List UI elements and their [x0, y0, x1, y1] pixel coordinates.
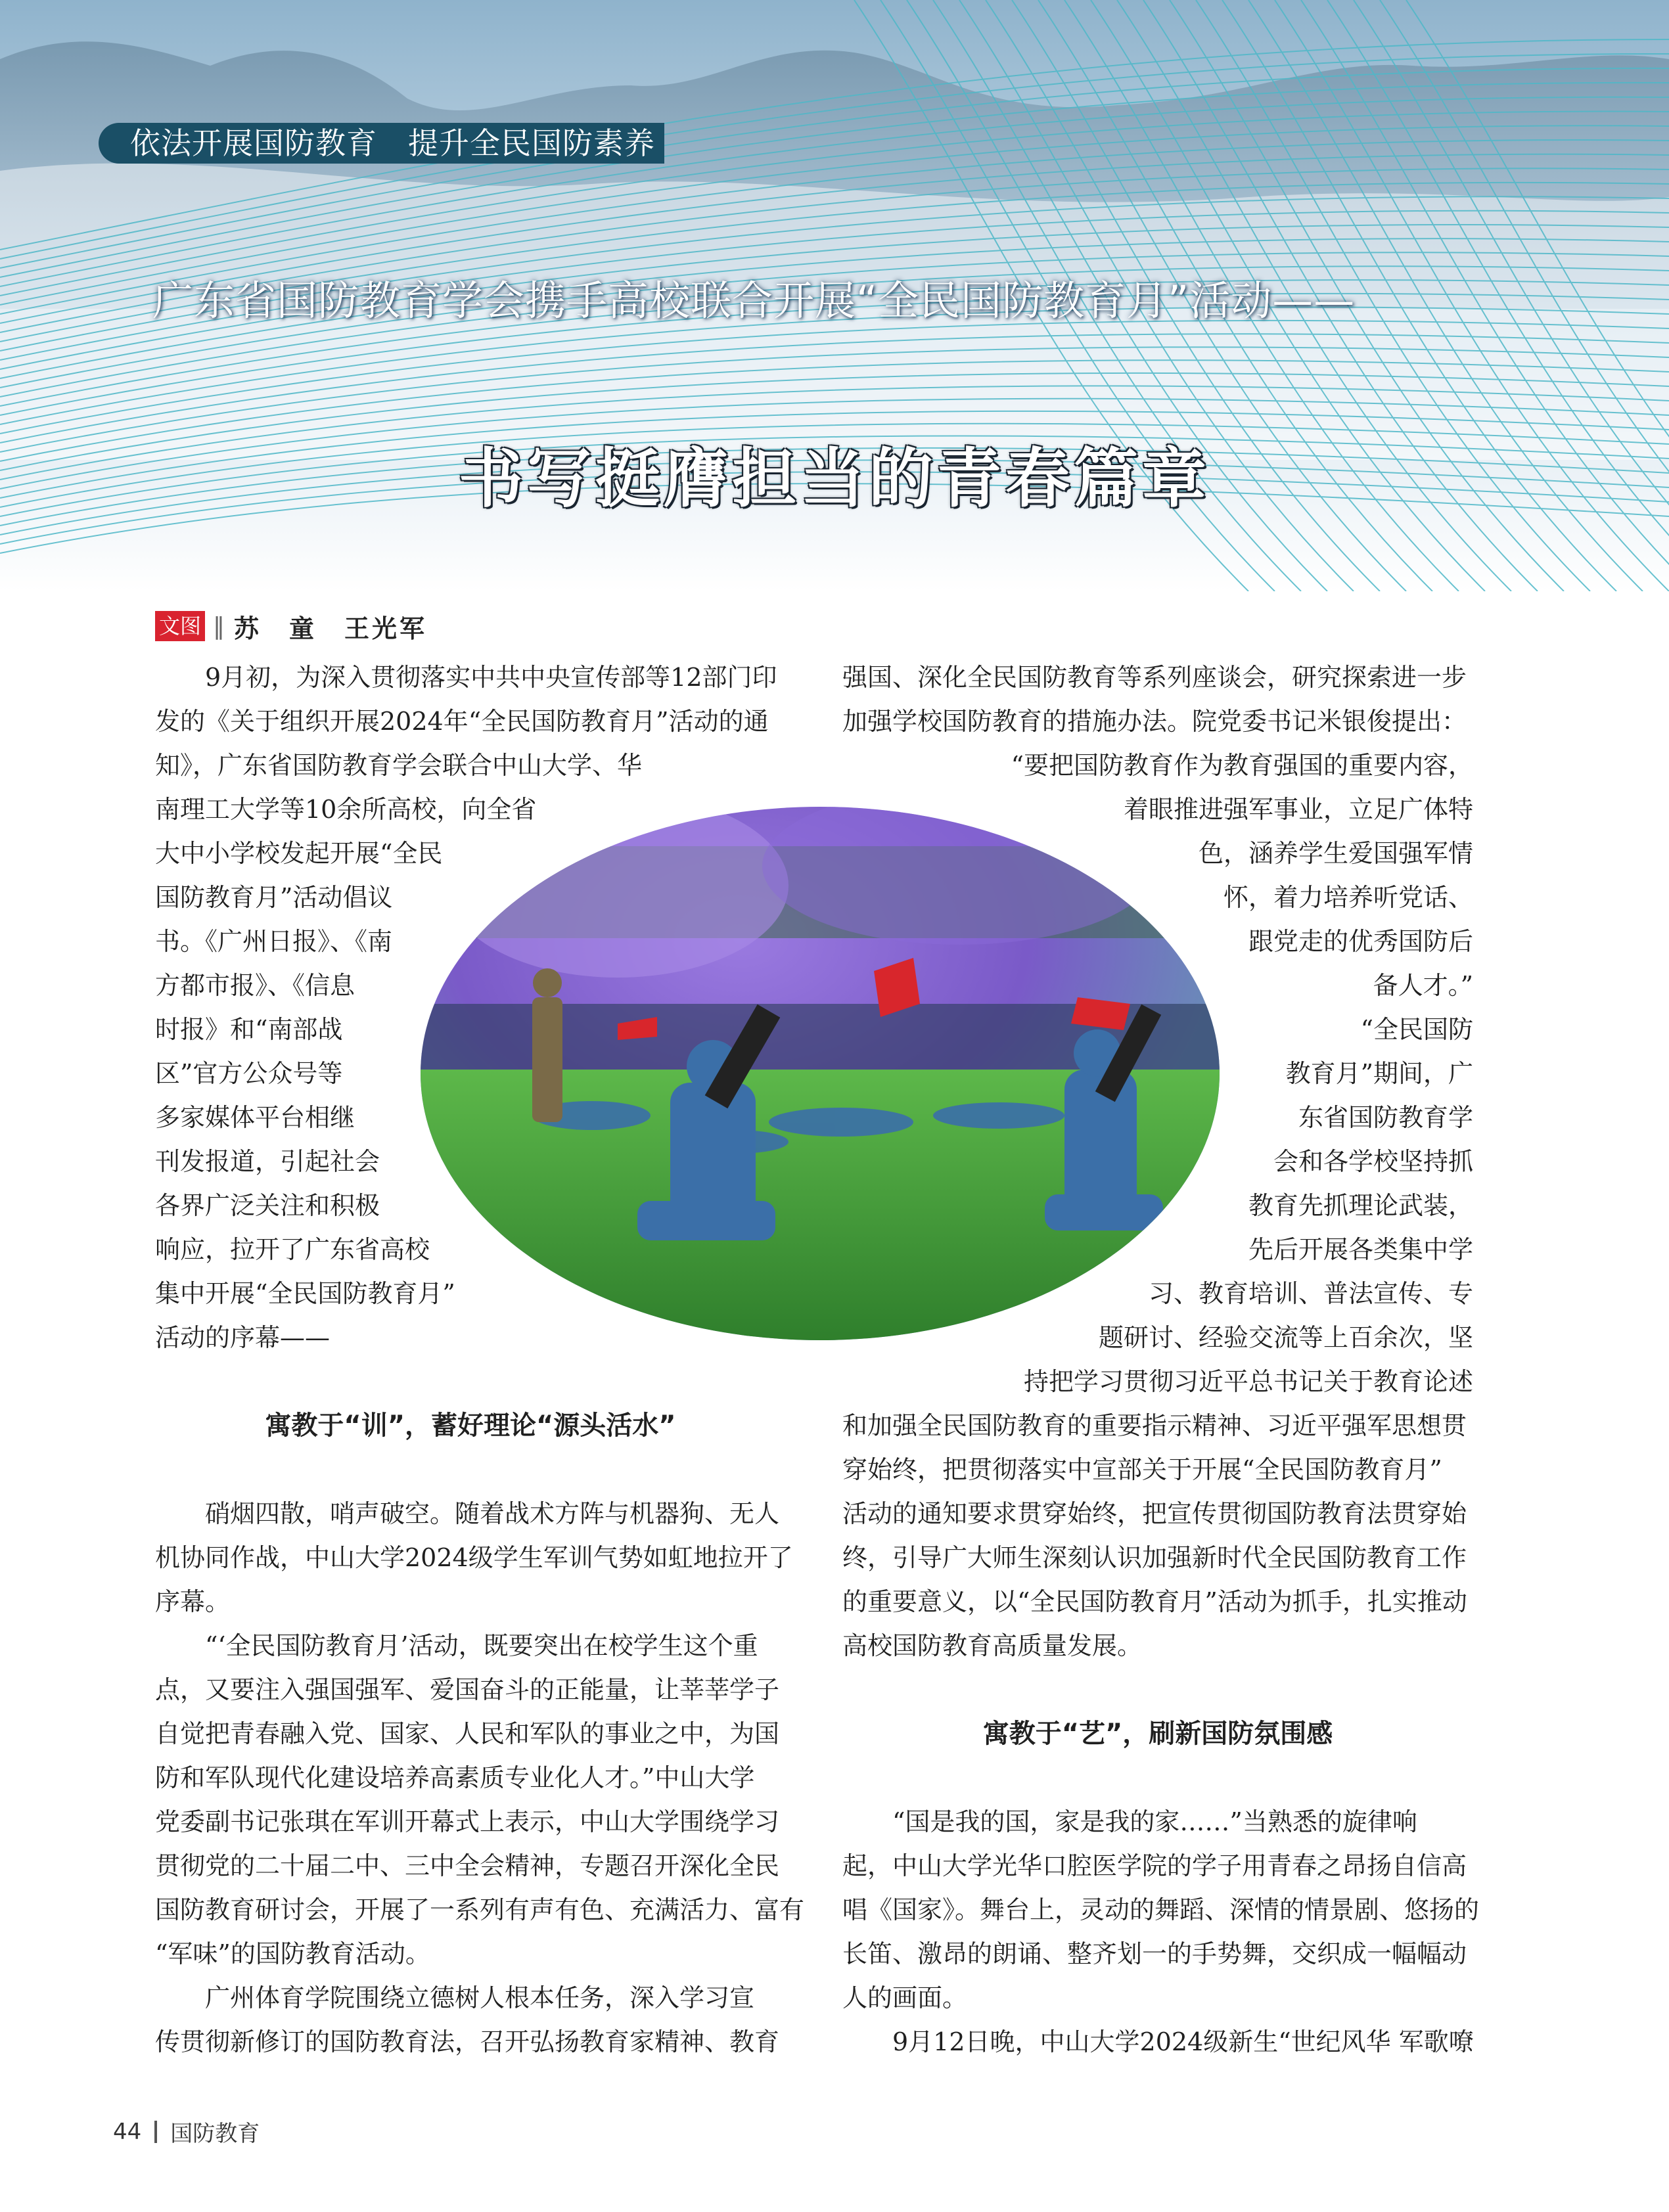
text-line: 党委副书记张琪在军训开幕式上表示，中山大学围绕学习	[155, 1807, 780, 1836]
text-line: 穿始终，把贯彻落实中宣部关于开展“全民国防教育月”	[842, 1455, 1442, 1484]
section-banner-label: 依法开展国防教育 提升全民国防素养	[130, 123, 664, 164]
text-line: 广州体育学院围绕立德树人根本任务，深入学习宣	[205, 1983, 755, 2012]
article-kicker: 广东省国防教育学会携手高校联合开展“全民国防教育月”活动——	[152, 277, 1356, 325]
text-line: 终，引导广大师生深刻认识加强新时代全民国防教育工作	[842, 1543, 1467, 1572]
text-line: 备人才。”	[1373, 971, 1473, 1000]
text-line: 南理工大学等10余所高校，向全省	[155, 795, 537, 824]
text-line: 9月初，为深入贯彻落实中共中央宣传部等12部门印	[205, 663, 777, 692]
paragraph-song	[842, 1800, 1480, 2020]
text-line: 防和军队现代化建设培养高素质专业化人才。”中山大学	[155, 1763, 755, 1792]
text-line: 起，中山大学光华口腔医学院的学子用青春之昂扬自信高	[842, 1851, 1467, 1880]
byline-tag: 文图	[155, 611, 205, 641]
text-line: 会和各学校坚持抓	[1273, 1147, 1473, 1176]
byline-separator: ‖	[213, 612, 225, 640]
text-line: 区”官方公众号等	[155, 1059, 343, 1088]
text-line: 先后开展各类集中学	[1248, 1235, 1473, 1264]
page-footer	[113, 2115, 260, 2148]
section-heading-training: 寓教于“训”，蓄好理论“源头活水”	[265, 1411, 676, 1441]
text-line: 东省国防教育学	[1298, 1103, 1473, 1132]
text-line: 活动的通知要求贯穿始终，把宣传贯彻国防教育法贯穿始	[842, 1499, 1467, 1528]
text-line: 时报》和“南部战	[155, 1015, 343, 1044]
paragraph-sports-institute	[155, 1976, 786, 2064]
text-line: 响应，拉开了广东省高校	[155, 1235, 430, 1264]
text-line: 集中开展“全民国防教育月”	[155, 1279, 455, 1308]
publication-name: 国防教育	[170, 2121, 260, 2147]
text-line: 跟党走的优秀国防后	[1248, 927, 1473, 956]
paragraph-smoke	[155, 1492, 793, 1624]
text-line: 色，涵养学生爱国强军情	[1198, 839, 1473, 868]
section-heading-art: 寓教于“艺”，刷新国防氛围感	[982, 1719, 1333, 1749]
text-line: 怀，着力培养听党话、	[1223, 883, 1473, 912]
text-line: 刊发报道，引起社会	[155, 1147, 380, 1176]
text-line: 教育先抓理论武装，	[1248, 1191, 1473, 1220]
text-line: “‘全民国防教育月’活动，既要突出在校学生这个重	[205, 1631, 758, 1660]
text-line: 长笛、激昂的朗诵、整齐划一的手势舞，交织成一幅幅动	[842, 1939, 1467, 1968]
text-line: “全民国防	[1360, 1015, 1473, 1044]
text-line: 自觉把青春融入党、国家、人民和军队的事业之中，为国	[155, 1719, 780, 1748]
text-line: “军味”的国防教育活动。	[155, 1939, 430, 1968]
banner-tab-shape	[99, 123, 130, 164]
text-line: 题研讨、经验交流等上百余次，坚	[1098, 1323, 1473, 1352]
text-line: 的重要意义，以“全民国防教育月”活动为抓手，扎实推动	[842, 1587, 1467, 1616]
paragraph-continuation	[842, 656, 1473, 744]
text-line: 着眼推进强军事业，立足广体特	[1123, 795, 1473, 824]
text-line: 大中小学校发起开展“全民	[155, 839, 443, 868]
photo-illustration	[421, 807, 1220, 1340]
text-line: 活动的序幕——	[155, 1323, 331, 1352]
footer-divider	[154, 2121, 157, 2143]
byline	[155, 610, 427, 643]
text-line: 知》，广东省国防教育学会联合中山大学、华	[155, 751, 643, 780]
text-line: 方都市报》、《信息	[155, 971, 355, 1000]
section-banner	[99, 123, 664, 164]
text-line: “要把国防教育作为教育强国的重要内容，	[1011, 751, 1473, 780]
article-title: 书写挺膺担当的青春篇章	[458, 441, 1210, 516]
text-line: 贯彻党的二十届二中、三中全会精神，专题召开深化全民	[155, 1851, 780, 1880]
text-line: 教育月”期间，广	[1285, 1059, 1473, 1088]
text-line: 点，又要注入强国强军、爱国奋斗的正能量，让莘莘学子	[155, 1675, 780, 1704]
text-line: 序幕。	[155, 1587, 231, 1616]
header-art	[0, 0, 1669, 591]
text-line: 习、教育培训、普法宣传、专	[1148, 1279, 1473, 1308]
text-line: 传贯彻新修订的国防教育法，召开弘扬教育家精神、教育	[155, 2027, 780, 2056]
page-number: 44	[113, 2118, 142, 2145]
text-line: 人的画面。	[842, 1983, 968, 2012]
text-line: 书。《广州日报》、《南	[155, 927, 393, 956]
paragraph-evening	[842, 2020, 1473, 2064]
text-line: 和加强全民国防教育的重要指示精神、习近平强军思想贯	[842, 1411, 1467, 1440]
text-line: 机协同作战，中山大学2024级学生军训气势如虹地拉开了	[155, 1543, 793, 1572]
text-line: 发的《关于组织开展2024年“全民国防教育月”活动的通	[155, 707, 769, 736]
text-line: 加强学校国防教育的措施办法。院党委书记米银俊提出：	[842, 707, 1467, 736]
text-line: 国防教育研讨会，开展了一系列有声有色、充满活力、富有	[155, 1895, 805, 1924]
text-line: 持把学习贯彻习近平总书记关于教育论述	[1023, 1367, 1473, 1396]
text-line: 高校国防教育高质量发展。	[842, 1631, 1143, 1660]
text-line: 9月12日晚，中山大学2024级新生“世纪风华 军歌嘹	[892, 2027, 1474, 2056]
standing-soldier	[532, 968, 562, 1122]
text-line: 各界广泛关注和积极	[155, 1191, 380, 1220]
text-line: “国是我的国，家是我的家……”当熟悉的旋律响	[892, 1807, 1417, 1836]
text-line: 多家媒体平台相继	[155, 1103, 355, 1132]
text-line: 强国、深化全民国防教育等系列座谈会，研究探索进一步	[842, 663, 1467, 692]
text-line: 国防教育月”活动倡议	[155, 883, 393, 912]
paragraph-quote	[155, 1624, 805, 1976]
byline-authors: 苏 童 王光军	[234, 614, 428, 643]
paragraph-month-activity-cont	[842, 1404, 1473, 1668]
text-line: 硝烟四散，哨声破空。随着战术方阵与机器狗、无人	[205, 1499, 780, 1528]
text-line: 唱《国家》。舞台上，灵动的舞蹈、深情的情景剧、悠扬的	[842, 1895, 1480, 1924]
military-training-photo	[421, 807, 1220, 1340]
